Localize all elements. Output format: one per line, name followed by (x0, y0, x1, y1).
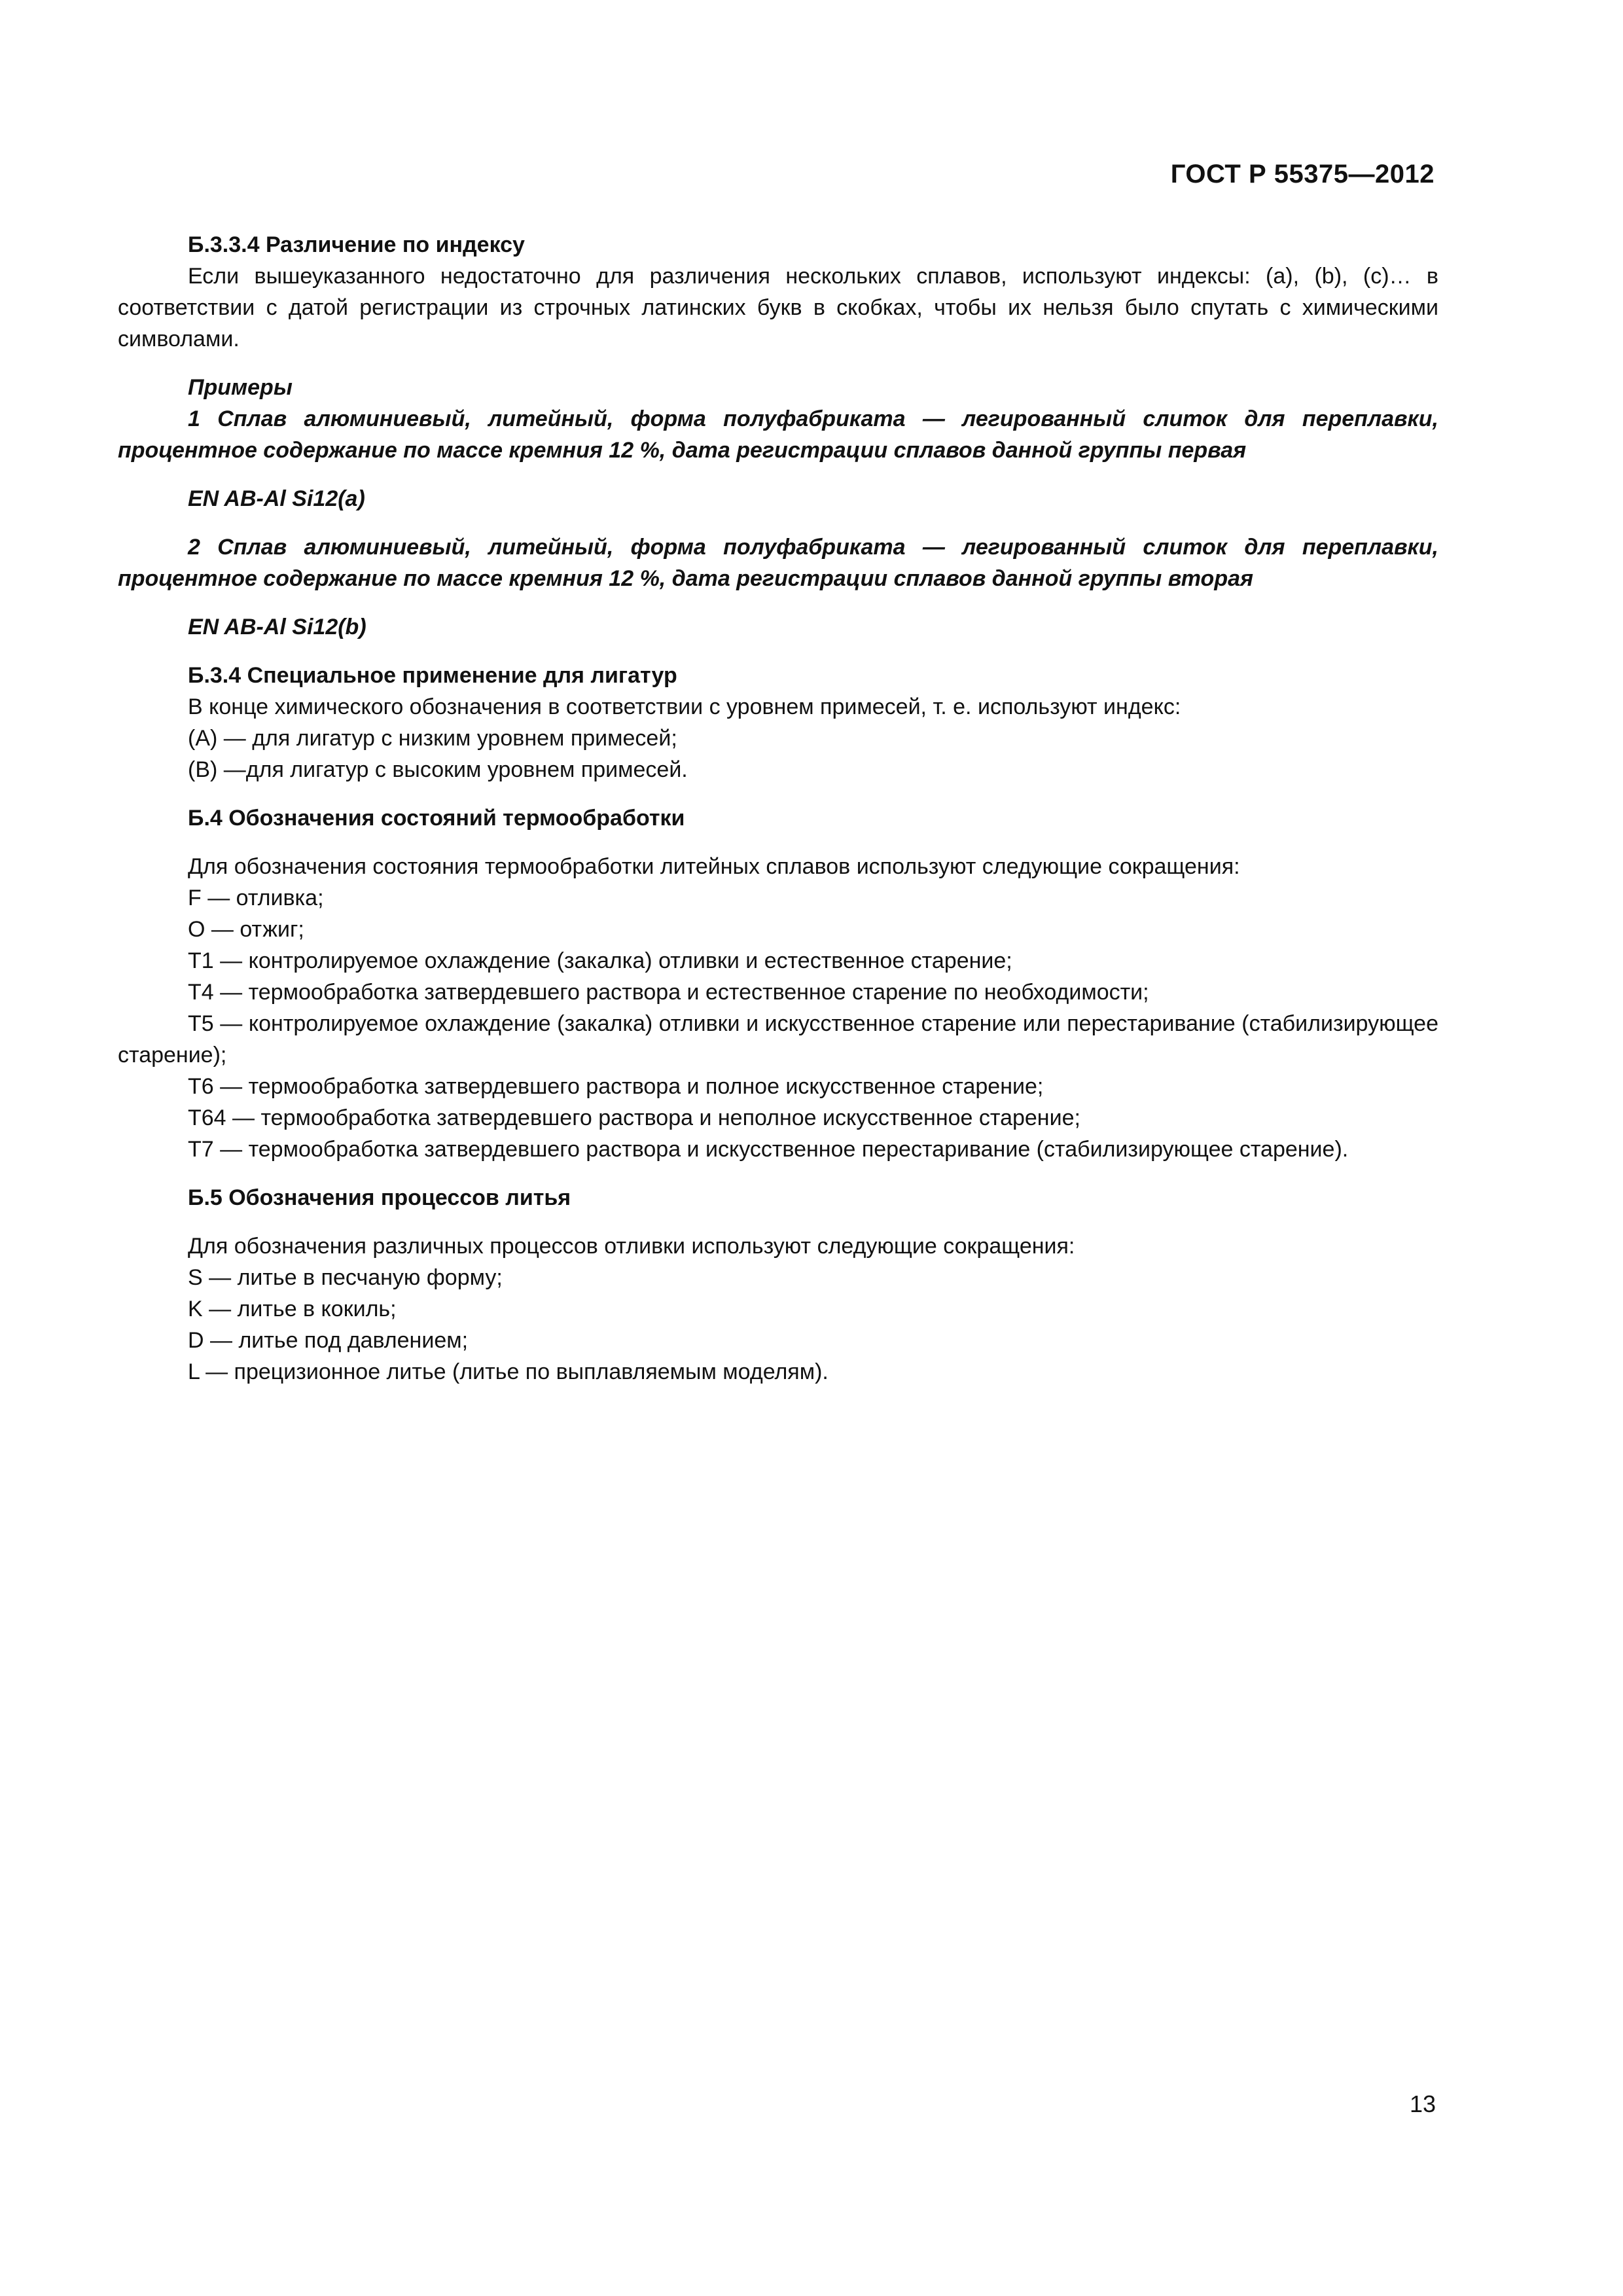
example-text: 1 Сплав алюминиевый, литейный, форма полуфабриката — легированный слиток для переплавки, процентное содержание по массе кремния 12 %, дата регистрации сплавов данной группы первая (118, 406, 1438, 463)
example-text: 2 Сплав алюминиевый, литейный, форма полуфабриката — легированный слиток для переплавки, процентное содержание по массе кремния 12 %, дата регистрации сплавов данной группы вторая (118, 535, 1438, 591)
list-item: D — литье под давлением; (188, 1328, 469, 1353)
list-item: K — литье в кокиль; (188, 1297, 397, 1321)
page-header-standard-number: ГОСТ Р 55375—2012 (1170, 160, 1435, 188)
example-code: EN AB-Al Si12(a) (188, 486, 365, 511)
section-heading: Б.3.3.4 Различение по индексу (188, 232, 525, 257)
section-heading: Б.4 Обозначения состояний термообработки (188, 806, 685, 831)
list-item: F — отливка; (188, 886, 324, 910)
list-item: (А) — для лигатур с низким уровнем примесей; (188, 726, 677, 751)
list-item: T5 — контролируемое охлаждение (закалка) отливки и искусственное старение или перестаривание (стабилизирующее старение); (118, 1011, 1438, 1067)
list-item: (В) —для лигатур с высоким уровнем примесей. (188, 757, 688, 782)
list-item: O — отжиг; (188, 917, 304, 942)
list-item: T6 — термообработка затвердевшего раствора и полное искусственное старение; (188, 1074, 1044, 1099)
list-item: S — литье в песчаную форму; (188, 1265, 503, 1290)
section-heading: Б.3.4 Специальное применение для лигатур (188, 663, 677, 688)
list-item: L — прецизионное литье (литье по выплавляемым моделям). (188, 1359, 829, 1384)
list-item: T4 — термообработка затвердевшего раствора и естественное старение по необходимости; (188, 980, 1149, 1005)
examples-title: Примеры (188, 375, 293, 400)
example-code: EN AB-Al Si12(b) (188, 615, 366, 639)
paragraph: В конце химического обозначения в соответствии с уровнем примесей, т. е. используют индекс: (188, 694, 1181, 719)
document-body (118, 229, 1438, 1388)
paragraph: Для обозначения состояния термообработки литейных сплавов используют следующие сокращения: (188, 854, 1240, 879)
list-item: T7 — термообработка затвердевшего раствора и искусственное перестаривание (стабилизирующее старение). (188, 1137, 1349, 1162)
paragraph: Для обозначения различных процессов отливки используют следующие сокращения: (188, 1234, 1075, 1259)
paragraph: Если вышеуказанного недостаточно для различения нескольких сплавов, используют индексы: (a), (b), (c)… в соответствии с датой регистрации из строчных латинских букв в скобках, чтобы их нельзя было спутать с химическими символами. (118, 264, 1438, 351)
section-heading: Б.5 Обозначения процессов литья (188, 1185, 571, 1210)
list-item: T64 — термообработка затвердевшего раствора и неполное искусственное старение; (188, 1105, 1080, 1130)
list-item: T1 — контролируемое охлаждение (закалка) отливки и естественное старение; (188, 948, 1012, 973)
page-number: 13 (1409, 2090, 1436, 2117)
